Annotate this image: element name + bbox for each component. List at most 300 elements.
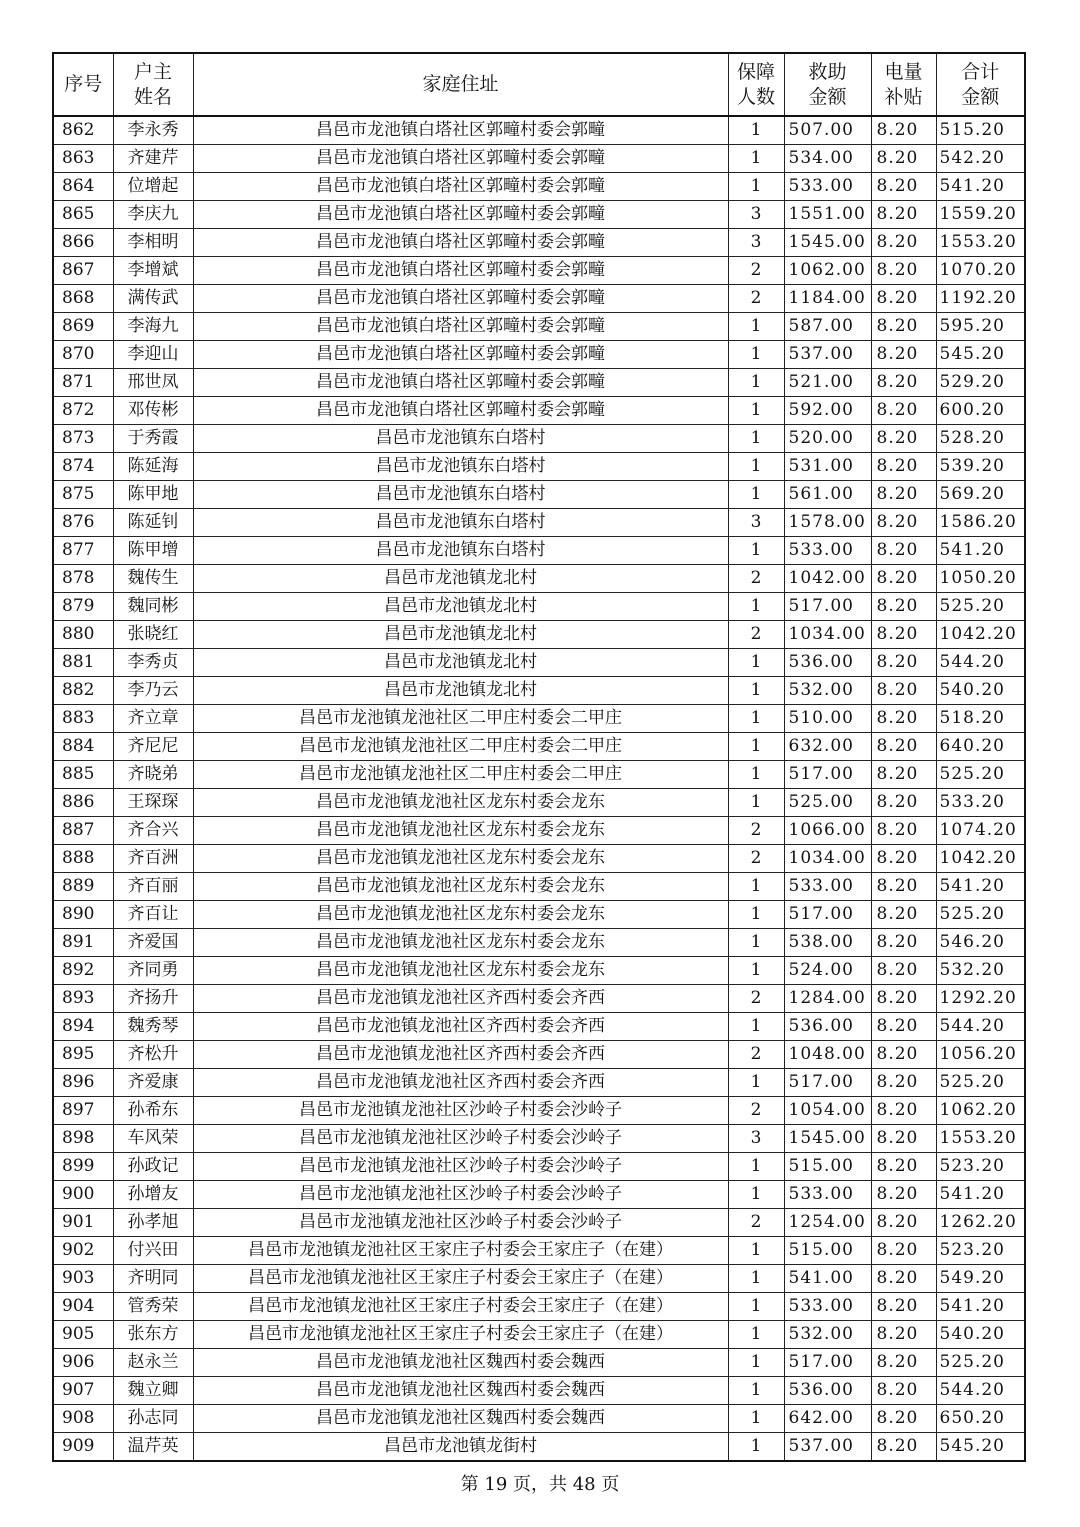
cell-aid-amount: 517.00: [784, 1069, 871, 1097]
cell-total-amount: 515.20: [936, 116, 1025, 145]
cell-people: 1: [728, 705, 784, 733]
table-row: [53, 733, 1025, 761]
cell-name: 车风荣: [113, 1125, 193, 1153]
cell-name: 陈延钊: [113, 509, 193, 537]
cell-name: 李迎山: [113, 341, 193, 369]
cell-no: 903: [53, 1265, 113, 1293]
table-row: [53, 789, 1025, 817]
cell-aid-amount: 1551.00: [784, 201, 871, 229]
cell-aid-amount: 1184.00: [784, 285, 871, 313]
table-row: [53, 285, 1025, 313]
table-row: [53, 1321, 1025, 1349]
cell-total-amount: 549.20: [936, 1265, 1025, 1293]
cell-people: 1: [728, 453, 784, 481]
cell-name: 齐尼尼: [113, 733, 193, 761]
cell-aid-amount: 517.00: [784, 1349, 871, 1377]
cell-no: 907: [53, 1377, 113, 1405]
cell-name: 孙增友: [113, 1181, 193, 1209]
cell-name: 李永秀: [113, 116, 193, 145]
cell-no: 879: [53, 593, 113, 621]
cell-electricity-subsidy: 8.20: [871, 1237, 936, 1265]
cell-people: 1: [728, 593, 784, 621]
table-row: [53, 1349, 1025, 1377]
cell-total-amount: 1042.20: [936, 621, 1025, 649]
cell-name: 陈甲地: [113, 481, 193, 509]
table-row: [53, 593, 1025, 621]
table-row: [53, 341, 1025, 369]
cell-name: 赵永兰: [113, 1349, 193, 1377]
cell-total-amount: 1586.20: [936, 509, 1025, 537]
cell-address: 昌邑市龙池镇东白塔村: [193, 425, 728, 453]
cell-aid-amount: 1545.00: [784, 1125, 871, 1153]
cell-aid-amount: 537.00: [784, 1433, 871, 1462]
table-row: [53, 1013, 1025, 1041]
cell-people: 2: [728, 985, 784, 1013]
table-row: [53, 397, 1025, 425]
cell-electricity-subsidy: 8.20: [871, 1209, 936, 1237]
table-row: [53, 901, 1025, 929]
cell-no: 878: [53, 565, 113, 593]
cell-name: 管秀荣: [113, 1293, 193, 1321]
cell-people: 1: [728, 145, 784, 173]
cell-total-amount: 540.20: [936, 1321, 1025, 1349]
cell-address: 昌邑市龙池镇龙池社区王家庄子村委会王家庄子（在建）: [193, 1321, 728, 1349]
cell-name: 付兴田: [113, 1237, 193, 1265]
cell-total-amount: 600.20: [936, 397, 1025, 425]
cell-address: 昌邑市龙池镇龙池社区龙东村委会龙东: [193, 873, 728, 901]
cell-total-amount: 518.20: [936, 705, 1025, 733]
cell-address: 昌邑市龙池镇龙池社区二甲庄村委会二甲庄: [193, 761, 728, 789]
cell-people: 3: [728, 201, 784, 229]
cell-total-amount: 525.20: [936, 593, 1025, 621]
cell-name: 齐爱康: [113, 1069, 193, 1097]
cell-address: 昌邑市龙池镇龙北村: [193, 593, 728, 621]
cell-aid-amount: 532.00: [784, 677, 871, 705]
cell-electricity-subsidy: 8.20: [871, 425, 936, 453]
cell-electricity-subsidy: 8.20: [871, 397, 936, 425]
header-total: 合计 金额: [936, 53, 1025, 116]
cell-no: 900: [53, 1181, 113, 1209]
cell-total-amount: 1262.20: [936, 1209, 1025, 1237]
table-row: [53, 985, 1025, 1013]
cell-electricity-subsidy: 8.20: [871, 1013, 936, 1041]
cell-electricity-subsidy: 8.20: [871, 285, 936, 313]
cell-address: 昌邑市龙池镇龙池社区龙东村委会龙东: [193, 817, 728, 845]
cell-no: 895: [53, 1041, 113, 1069]
cell-address: 昌邑市龙池镇龙池社区二甲庄村委会二甲庄: [193, 705, 728, 733]
cell-total-amount: 532.20: [936, 957, 1025, 985]
cell-total-amount: 541.20: [936, 173, 1025, 201]
cell-people: 1: [728, 397, 784, 425]
cell-name: 齐爱国: [113, 929, 193, 957]
cell-people: 2: [728, 1209, 784, 1237]
cell-name: 齐同勇: [113, 957, 193, 985]
cell-no: 888: [53, 845, 113, 873]
cell-aid-amount: 524.00: [784, 957, 871, 985]
table-header-row: [53, 53, 1025, 116]
cell-name: 位增起: [113, 173, 193, 201]
cell-people: 1: [728, 789, 784, 817]
header-address: 家庭住址: [193, 53, 728, 116]
header-people: 保障 人数: [728, 53, 784, 116]
table-row: [53, 705, 1025, 733]
cell-electricity-subsidy: 8.20: [871, 1041, 936, 1069]
table-row: [53, 537, 1025, 565]
cell-people: 2: [728, 285, 784, 313]
cell-people: 1: [728, 1069, 784, 1097]
cell-people: 1: [728, 313, 784, 341]
cell-aid-amount: 1048.00: [784, 1041, 871, 1069]
cell-address: 昌邑市龙池镇龙池社区沙岭子村委会沙岭子: [193, 1125, 728, 1153]
cell-electricity-subsidy: 8.20: [871, 1293, 936, 1321]
table-row: [53, 1181, 1025, 1209]
cell-total-amount: 545.20: [936, 341, 1025, 369]
table-row: [53, 1377, 1025, 1405]
cell-total-amount: 545.20: [936, 1433, 1025, 1462]
cell-aid-amount: 533.00: [784, 1293, 871, 1321]
cell-aid-amount: 533.00: [784, 1181, 871, 1209]
cell-electricity-subsidy: 8.20: [871, 1125, 936, 1153]
cell-aid-amount: 536.00: [784, 649, 871, 677]
cell-name: 温芹英: [113, 1433, 193, 1462]
cell-electricity-subsidy: 8.20: [871, 1069, 936, 1097]
cell-total-amount: 541.20: [936, 1293, 1025, 1321]
cell-total-amount: 525.20: [936, 761, 1025, 789]
cell-address: 昌邑市龙池镇龙池社区魏西村委会魏西: [193, 1377, 728, 1405]
cell-name: 陈甲增: [113, 537, 193, 565]
cell-total-amount: 523.20: [936, 1237, 1025, 1265]
table-row: [53, 229, 1025, 257]
cell-aid-amount: 561.00: [784, 481, 871, 509]
cell-no: 877: [53, 537, 113, 565]
cell-electricity-subsidy: 8.20: [871, 873, 936, 901]
cell-no: 906: [53, 1349, 113, 1377]
cell-aid-amount: 632.00: [784, 733, 871, 761]
cell-electricity-subsidy: 8.20: [871, 145, 936, 173]
table-row: [53, 369, 1025, 397]
cell-total-amount: 541.20: [936, 873, 1025, 901]
cell-people: 3: [728, 1125, 784, 1153]
cell-name: 齐建芹: [113, 145, 193, 173]
cell-people: 2: [728, 845, 784, 873]
cell-no: 901: [53, 1209, 113, 1237]
cell-no: 884: [53, 733, 113, 761]
cell-name: 张东方: [113, 1321, 193, 1349]
cell-aid-amount: 533.00: [784, 173, 871, 201]
cell-electricity-subsidy: 8.20: [871, 845, 936, 873]
cell-total-amount: 1050.20: [936, 565, 1025, 593]
table-row: [53, 621, 1025, 649]
cell-name: 魏秀琴: [113, 1013, 193, 1041]
cell-no: 894: [53, 1013, 113, 1041]
cell-total-amount: 1070.20: [936, 257, 1025, 285]
cell-no: 868: [53, 285, 113, 313]
cell-aid-amount: 1062.00: [784, 257, 871, 285]
cell-electricity-subsidy: 8.20: [871, 957, 936, 985]
cell-electricity-subsidy: 8.20: [871, 229, 936, 257]
cell-no: 881: [53, 649, 113, 677]
cell-electricity-subsidy: 8.20: [871, 173, 936, 201]
cell-electricity-subsidy: 8.20: [871, 1265, 936, 1293]
cell-address: 昌邑市龙池镇龙池社区魏西村委会魏西: [193, 1349, 728, 1377]
table-row: [53, 649, 1025, 677]
table-row: [53, 845, 1025, 873]
cell-name: 齐百丽: [113, 873, 193, 901]
cell-address: 昌邑市龙池镇白塔社区郭疃村委会郭疃: [193, 285, 728, 313]
cell-address: 昌邑市龙池镇龙北村: [193, 677, 728, 705]
cell-electricity-subsidy: 8.20: [871, 1433, 936, 1462]
cell-total-amount: 1292.20: [936, 985, 1025, 1013]
relief-table: [52, 52, 1026, 1462]
table-row: [53, 509, 1025, 537]
cell-total-amount: 1553.20: [936, 229, 1025, 257]
cell-aid-amount: 537.00: [784, 341, 871, 369]
cell-electricity-subsidy: 8.20: [871, 1181, 936, 1209]
table-row: [53, 957, 1025, 985]
cell-people: 2: [728, 621, 784, 649]
cell-no: 866: [53, 229, 113, 257]
cell-aid-amount: 587.00: [784, 313, 871, 341]
header-name: 户主 姓名: [113, 53, 193, 116]
cell-no: 897: [53, 1097, 113, 1125]
header-elec: 电量 补贴: [871, 53, 936, 116]
cell-total-amount: 533.20: [936, 789, 1025, 817]
table-row: [53, 1097, 1025, 1125]
cell-electricity-subsidy: 8.20: [871, 901, 936, 929]
cell-no: 867: [53, 257, 113, 285]
cell-address: 昌邑市龙池镇龙池社区沙岭子村委会沙岭子: [193, 1097, 728, 1125]
cell-people: 2: [728, 1041, 784, 1069]
cell-aid-amount: 592.00: [784, 397, 871, 425]
cell-people: 1: [728, 761, 784, 789]
cell-people: 1: [728, 733, 784, 761]
table-row: [53, 453, 1025, 481]
table-row: [53, 1069, 1025, 1097]
table-row: [53, 817, 1025, 845]
cell-people: 2: [728, 817, 784, 845]
cell-total-amount: 650.20: [936, 1405, 1025, 1433]
cell-address: 昌邑市龙池镇龙池社区龙东村委会龙东: [193, 845, 728, 873]
cell-name: 邓传彬: [113, 397, 193, 425]
cell-address: 昌邑市龙池镇白塔社区郭疃村委会郭疃: [193, 229, 728, 257]
cell-no: 871: [53, 369, 113, 397]
cell-people: 1: [728, 369, 784, 397]
cell-aid-amount: 541.00: [784, 1265, 871, 1293]
cell-people: 1: [728, 873, 784, 901]
cell-name: 李增斌: [113, 257, 193, 285]
cell-total-amount: 1042.20: [936, 845, 1025, 873]
cell-aid-amount: 510.00: [784, 705, 871, 733]
cell-aid-amount: 1066.00: [784, 817, 871, 845]
cell-electricity-subsidy: 8.20: [871, 985, 936, 1013]
cell-electricity-subsidy: 8.20: [871, 565, 936, 593]
cell-name: 魏传生: [113, 565, 193, 593]
cell-no: 887: [53, 817, 113, 845]
cell-aid-amount: 531.00: [784, 453, 871, 481]
table-row: [53, 1153, 1025, 1181]
cell-total-amount: 539.20: [936, 453, 1025, 481]
cell-name: 张晓红: [113, 621, 193, 649]
cell-electricity-subsidy: 8.20: [871, 929, 936, 957]
table-row: [53, 1209, 1025, 1237]
cell-people: 1: [728, 481, 784, 509]
cell-name: 李乃云: [113, 677, 193, 705]
cell-aid-amount: 1034.00: [784, 845, 871, 873]
cell-no: 904: [53, 1293, 113, 1321]
cell-people: 3: [728, 509, 784, 537]
cell-people: 1: [728, 425, 784, 453]
cell-no: 889: [53, 873, 113, 901]
cell-electricity-subsidy: 8.20: [871, 733, 936, 761]
cell-people: 1: [728, 957, 784, 985]
cell-no: 908: [53, 1405, 113, 1433]
cell-no: 892: [53, 957, 113, 985]
cell-total-amount: 544.20: [936, 649, 1025, 677]
cell-no: 883: [53, 705, 113, 733]
cell-electricity-subsidy: 8.20: [871, 677, 936, 705]
cell-total-amount: 525.20: [936, 1349, 1025, 1377]
cell-aid-amount: 517.00: [784, 761, 871, 789]
cell-electricity-subsidy: 8.20: [871, 761, 936, 789]
cell-name: 齐百洲: [113, 845, 193, 873]
cell-address: 昌邑市龙池镇龙池社区齐西村委会齐西: [193, 1013, 728, 1041]
cell-address: 昌邑市龙池镇龙池社区龙东村委会龙东: [193, 789, 728, 817]
cell-name: 齐明同: [113, 1265, 193, 1293]
cell-address: 昌邑市龙池镇白塔社区郭疃村委会郭疃: [193, 369, 728, 397]
cell-name: 王琛琛: [113, 789, 193, 817]
cell-address: 昌邑市龙池镇龙池社区沙岭子村委会沙岭子: [193, 1181, 728, 1209]
cell-total-amount: 541.20: [936, 537, 1025, 565]
cell-people: 1: [728, 537, 784, 565]
cell-no: 874: [53, 453, 113, 481]
table-row: [53, 425, 1025, 453]
cell-address: 昌邑市龙池镇龙街村: [193, 1433, 728, 1462]
cell-electricity-subsidy: 8.20: [871, 789, 936, 817]
cell-no: 864: [53, 173, 113, 201]
cell-people: 2: [728, 565, 784, 593]
table-row: [53, 761, 1025, 789]
table-row: [53, 929, 1025, 957]
cell-people: 1: [728, 1293, 784, 1321]
cell-address: 昌邑市龙池镇白塔社区郭疃村委会郭疃: [193, 173, 728, 201]
cell-total-amount: 525.20: [936, 901, 1025, 929]
cell-aid-amount: 1034.00: [784, 621, 871, 649]
cell-people: 1: [728, 1153, 784, 1181]
cell-no: 905: [53, 1321, 113, 1349]
cell-address: 昌邑市龙池镇龙池社区沙岭子村委会沙岭子: [193, 1209, 728, 1237]
cell-aid-amount: 642.00: [784, 1405, 871, 1433]
cell-name: 齐松升: [113, 1041, 193, 1069]
cell-aid-amount: 536.00: [784, 1377, 871, 1405]
cell-total-amount: 1056.20: [936, 1041, 1025, 1069]
cell-address: 昌邑市龙池镇白塔社区郭疃村委会郭疃: [193, 116, 728, 145]
cell-name: 李相明: [113, 229, 193, 257]
table-row: [53, 565, 1025, 593]
cell-address: 昌邑市龙池镇白塔社区郭疃村委会郭疃: [193, 257, 728, 285]
cell-no: 909: [53, 1433, 113, 1462]
cell-name: 魏立卿: [113, 1377, 193, 1405]
cell-address: 昌邑市龙池镇龙池社区龙东村委会龙东: [193, 957, 728, 985]
cell-address: 昌邑市龙池镇龙池社区二甲庄村委会二甲庄: [193, 733, 728, 761]
cell-electricity-subsidy: 8.20: [871, 1349, 936, 1377]
cell-address: 昌邑市龙池镇龙池社区齐西村委会齐西: [193, 1041, 728, 1069]
cell-address: 昌邑市龙池镇龙池社区齐西村委会齐西: [193, 985, 728, 1013]
cell-total-amount: 525.20: [936, 1069, 1025, 1097]
cell-no: 863: [53, 145, 113, 173]
cell-address: 昌邑市龙池镇白塔社区郭疃村委会郭疃: [193, 201, 728, 229]
table-row: [53, 116, 1025, 145]
cell-people: 1: [728, 677, 784, 705]
cell-electricity-subsidy: 8.20: [871, 1321, 936, 1349]
cell-electricity-subsidy: 8.20: [871, 1377, 936, 1405]
cell-name: 李庆九: [113, 201, 193, 229]
cell-electricity-subsidy: 8.20: [871, 341, 936, 369]
cell-name: 李海九: [113, 313, 193, 341]
cell-electricity-subsidy: 8.20: [871, 1405, 936, 1433]
cell-address: 昌邑市龙池镇东白塔村: [193, 509, 728, 537]
cell-no: 869: [53, 313, 113, 341]
table-row: [53, 201, 1025, 229]
cell-aid-amount: 1042.00: [784, 565, 871, 593]
cell-people: 1: [728, 1349, 784, 1377]
cell-people: 1: [728, 341, 784, 369]
cell-aid-amount: 538.00: [784, 929, 871, 957]
cell-electricity-subsidy: 8.20: [871, 649, 936, 677]
cell-aid-amount: 517.00: [784, 593, 871, 621]
cell-name: 齐百让: [113, 901, 193, 929]
cell-address: 昌邑市龙池镇龙北村: [193, 621, 728, 649]
table-row: [53, 1237, 1025, 1265]
cell-aid-amount: 520.00: [784, 425, 871, 453]
cell-address: 昌邑市龙池镇白塔社区郭疃村委会郭疃: [193, 145, 728, 173]
cell-name: 齐扬升: [113, 985, 193, 1013]
cell-people: 3: [728, 229, 784, 257]
cell-aid-amount: 536.00: [784, 1013, 871, 1041]
cell-no: 899: [53, 1153, 113, 1181]
table-row: [53, 1125, 1025, 1153]
cell-total-amount: 569.20: [936, 481, 1025, 509]
cell-electricity-subsidy: 8.20: [871, 1153, 936, 1181]
cell-address: 昌邑市龙池镇东白塔村: [193, 481, 728, 509]
cell-total-amount: 544.20: [936, 1377, 1025, 1405]
cell-name: 孙希东: [113, 1097, 193, 1125]
cell-no: 872: [53, 397, 113, 425]
cell-electricity-subsidy: 8.20: [871, 201, 936, 229]
cell-name: 齐立章: [113, 705, 193, 733]
table-row: [53, 873, 1025, 901]
cell-aid-amount: 1254.00: [784, 1209, 871, 1237]
cell-no: 882: [53, 677, 113, 705]
cell-electricity-subsidy: 8.20: [871, 369, 936, 397]
cell-no: 891: [53, 929, 113, 957]
cell-electricity-subsidy: 8.20: [871, 621, 936, 649]
cell-no: 902: [53, 1237, 113, 1265]
cell-aid-amount: 521.00: [784, 369, 871, 397]
cell-electricity-subsidy: 8.20: [871, 453, 936, 481]
cell-no: 876: [53, 509, 113, 537]
cell-total-amount: 1192.20: [936, 285, 1025, 313]
cell-no: 893: [53, 985, 113, 1013]
header-aid: 救助 金额: [784, 53, 871, 116]
cell-aid-amount: 525.00: [784, 789, 871, 817]
cell-name: 满传武: [113, 285, 193, 313]
cell-address: 昌邑市龙池镇龙池社区王家庄子村委会王家庄子（在建）: [193, 1265, 728, 1293]
cell-people: 1: [728, 929, 784, 957]
cell-people: 2: [728, 257, 784, 285]
header-no: 序号: [53, 53, 113, 116]
page-number-text: 第 19 页，共 48 页: [460, 1474, 620, 1495]
cell-total-amount: 640.20: [936, 733, 1025, 761]
